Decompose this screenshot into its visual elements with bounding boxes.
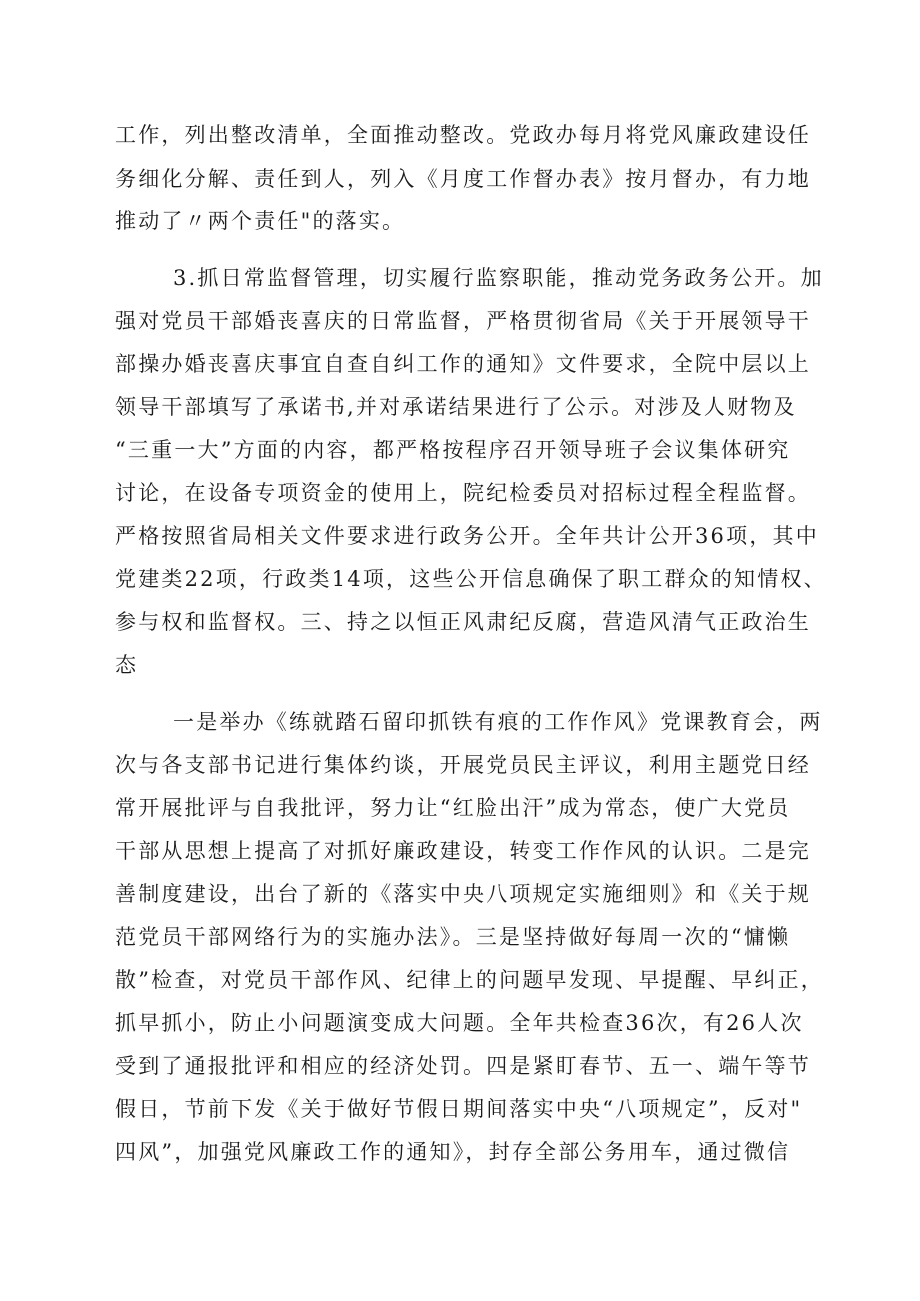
text-line: 工作，列出整改清单，全面推动整改。党政办每月将党风廉政建设任 xyxy=(115,123,811,147)
text-line: 领导干部填写了承诺书,并对承诺结果进行了公示。对涉及人财物及 xyxy=(115,395,797,419)
text-line: 常开展批评与自我批评，努力让“红脸出汗”成为常态，使广大党员 xyxy=(115,796,791,820)
text-line: 态 xyxy=(115,653,139,677)
text-line: 善制度建设，出台了新的《落实中央八项规定实施细则》和《关于规 xyxy=(115,882,811,906)
text-line: 一是举办《练就踏石留印抓铁有痕的工作作风》党课教育会，两 xyxy=(173,710,823,734)
text-line: 次与各支部书记进行集体约谈，开展党员民主评议，利用主题党日经 xyxy=(115,753,811,777)
text-line: “三重一大”方面的内容，都严格按程序召开领导班子会议集体研究 xyxy=(115,438,791,462)
text-line: 受到了通报批评和相应的经济处罚。四是紧盯春节、五一、端午等节 xyxy=(115,1054,811,1078)
text-line: 推动了〃两个责任"的落实。 xyxy=(115,209,406,233)
text-line: 部操办婚丧喜庆事宜自查自纠工作的通知》文件要求，全院中层以上 xyxy=(115,352,811,376)
text-line: 散”检查，对党员干部作风、纪律上的问题早发现、早提醒、早纠正， xyxy=(115,968,824,992)
text-line: 假日，节前下发《关于做好节假日期间落实中央“八项规定”，反对" xyxy=(115,1097,803,1121)
text-line: 务细化分解、责任到人，列入《月度工作督办表》按月督办，有力地 xyxy=(115,167,811,191)
text-line: 3.抓日常监督管理，切实履行监察职能，推动党务政务公开。加 xyxy=(173,266,824,290)
text-line: 讨论，在设备专项资金的使用上，院纪检委员对招标过程全程监督。 xyxy=(115,481,811,505)
text-line: 党建类22项，行政类14项，这些公开信息确保了职工群众的知情权、 xyxy=(115,567,827,591)
text-line: 严格按照省局相关文件要求进行政务公开。全年共计公开36项，其中 xyxy=(115,524,819,548)
text-line: 范党员干部网络行为的实施办法》。三是坚持做好每周一次的“慵懒 xyxy=(115,925,791,949)
text-line: 干部从思想上提高了对抓好廉政建设，转变工作作风的认识。二是完 xyxy=(115,839,811,863)
text-line: 参与权和监督权。三、持之以恒正风肃纪反腐，营造风清气正政治生 xyxy=(115,610,811,634)
text-line: 强对党员干部婚丧喜庆的日常监督，严格贯彻省局《关于开展领导干 xyxy=(115,309,811,333)
text-line: 抓早抓小，防止小问题演变成大问题。全年共检查36次，有26人次 xyxy=(115,1011,804,1035)
text-line: 四风”，加强党风廉政工作的通知》，封存全部公务用车，通过微信 xyxy=(115,1140,791,1164)
